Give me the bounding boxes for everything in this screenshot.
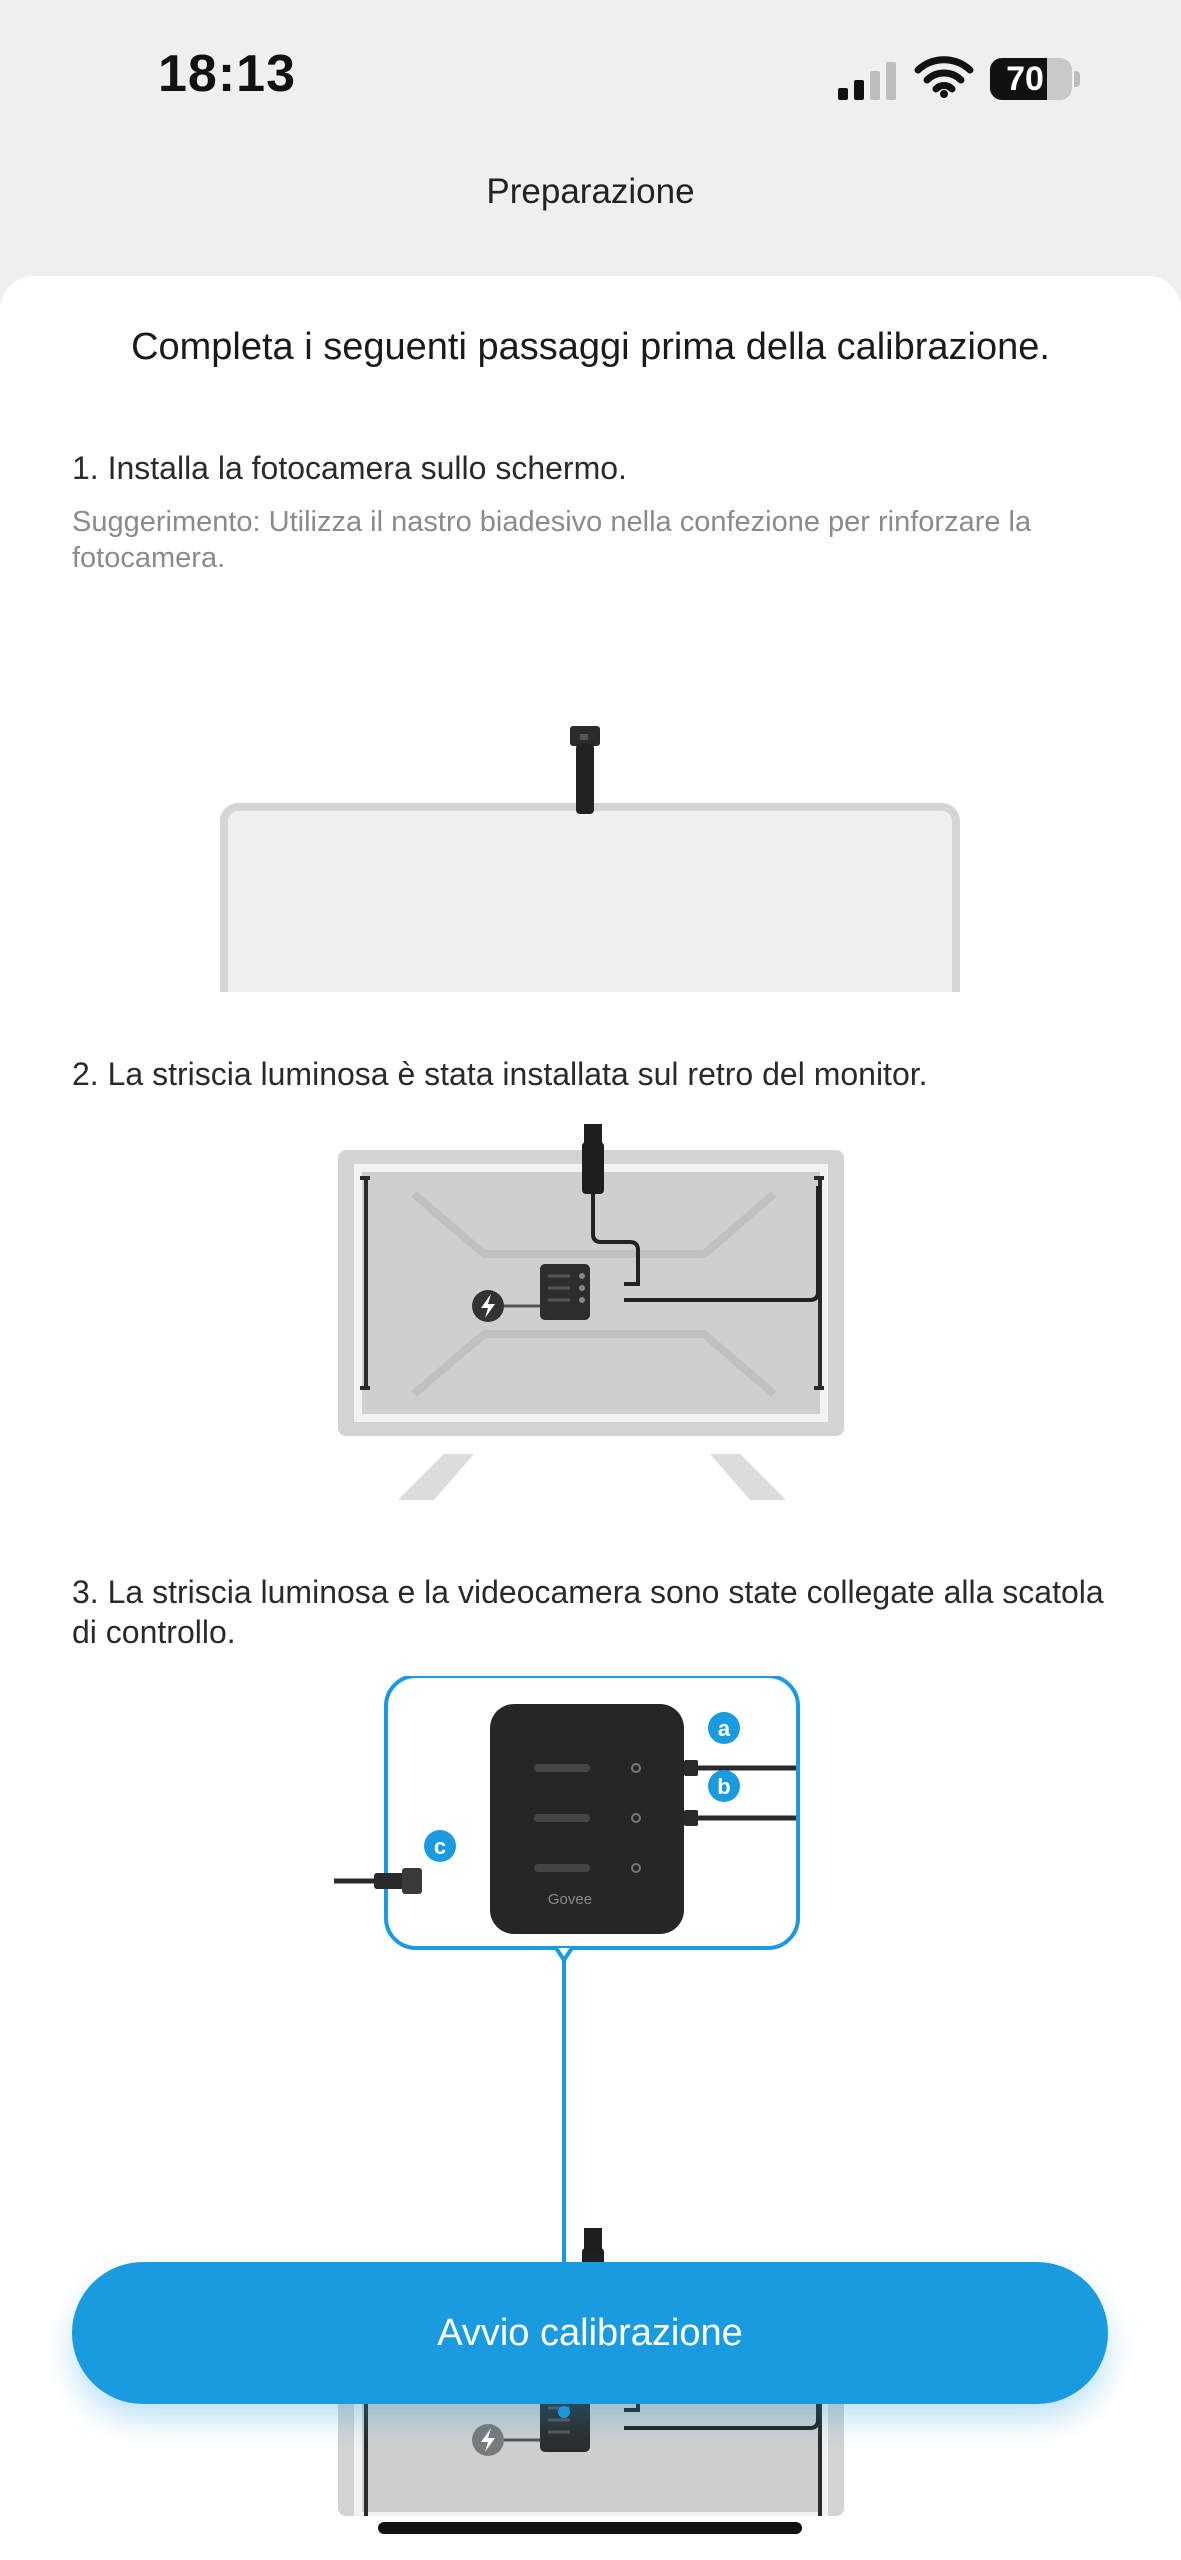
page-title: Preparazione xyxy=(486,172,695,211)
monitor-back-illustration xyxy=(334,1124,850,1504)
step-1-title: 1. Installa la fotocamera sullo schermo. xyxy=(72,450,627,486)
status-bar xyxy=(0,0,1181,150)
cellular-signal-icon xyxy=(836,60,900,100)
battery-percentage: 70 xyxy=(1006,60,1044,98)
step-1-tip: Suggerimento: Utilizza il nastro biadesivo nella confezione per rinforzare la fotocamera. xyxy=(72,506,1032,574)
home-indicator xyxy=(378,2522,802,2534)
label-b: b xyxy=(717,1774,731,1799)
battery-icon xyxy=(990,58,1080,100)
intro-text: Completa i seguenti passaggi prima della calibrazione. xyxy=(131,326,1050,368)
camera-on-screen-illustration xyxy=(218,722,962,992)
content-sheet xyxy=(0,276,1181,2560)
start-calibration-button[interactable]: Avvio calibrazione xyxy=(72,2262,1108,2404)
wifi-icon xyxy=(914,54,974,98)
status-time: 18:13 xyxy=(158,45,296,103)
govee-logo: Govee xyxy=(547,1891,593,1908)
label-c: c xyxy=(433,1834,447,1859)
step-2-title: 2. La striscia luminosa è stata installata sul retro del monitor. xyxy=(72,1056,928,1092)
label-a: a xyxy=(717,1716,731,1741)
step-3-title: 3. La striscia luminosa e la videocamera sono state collegate alla scatola di controllo. xyxy=(72,1574,1104,1650)
